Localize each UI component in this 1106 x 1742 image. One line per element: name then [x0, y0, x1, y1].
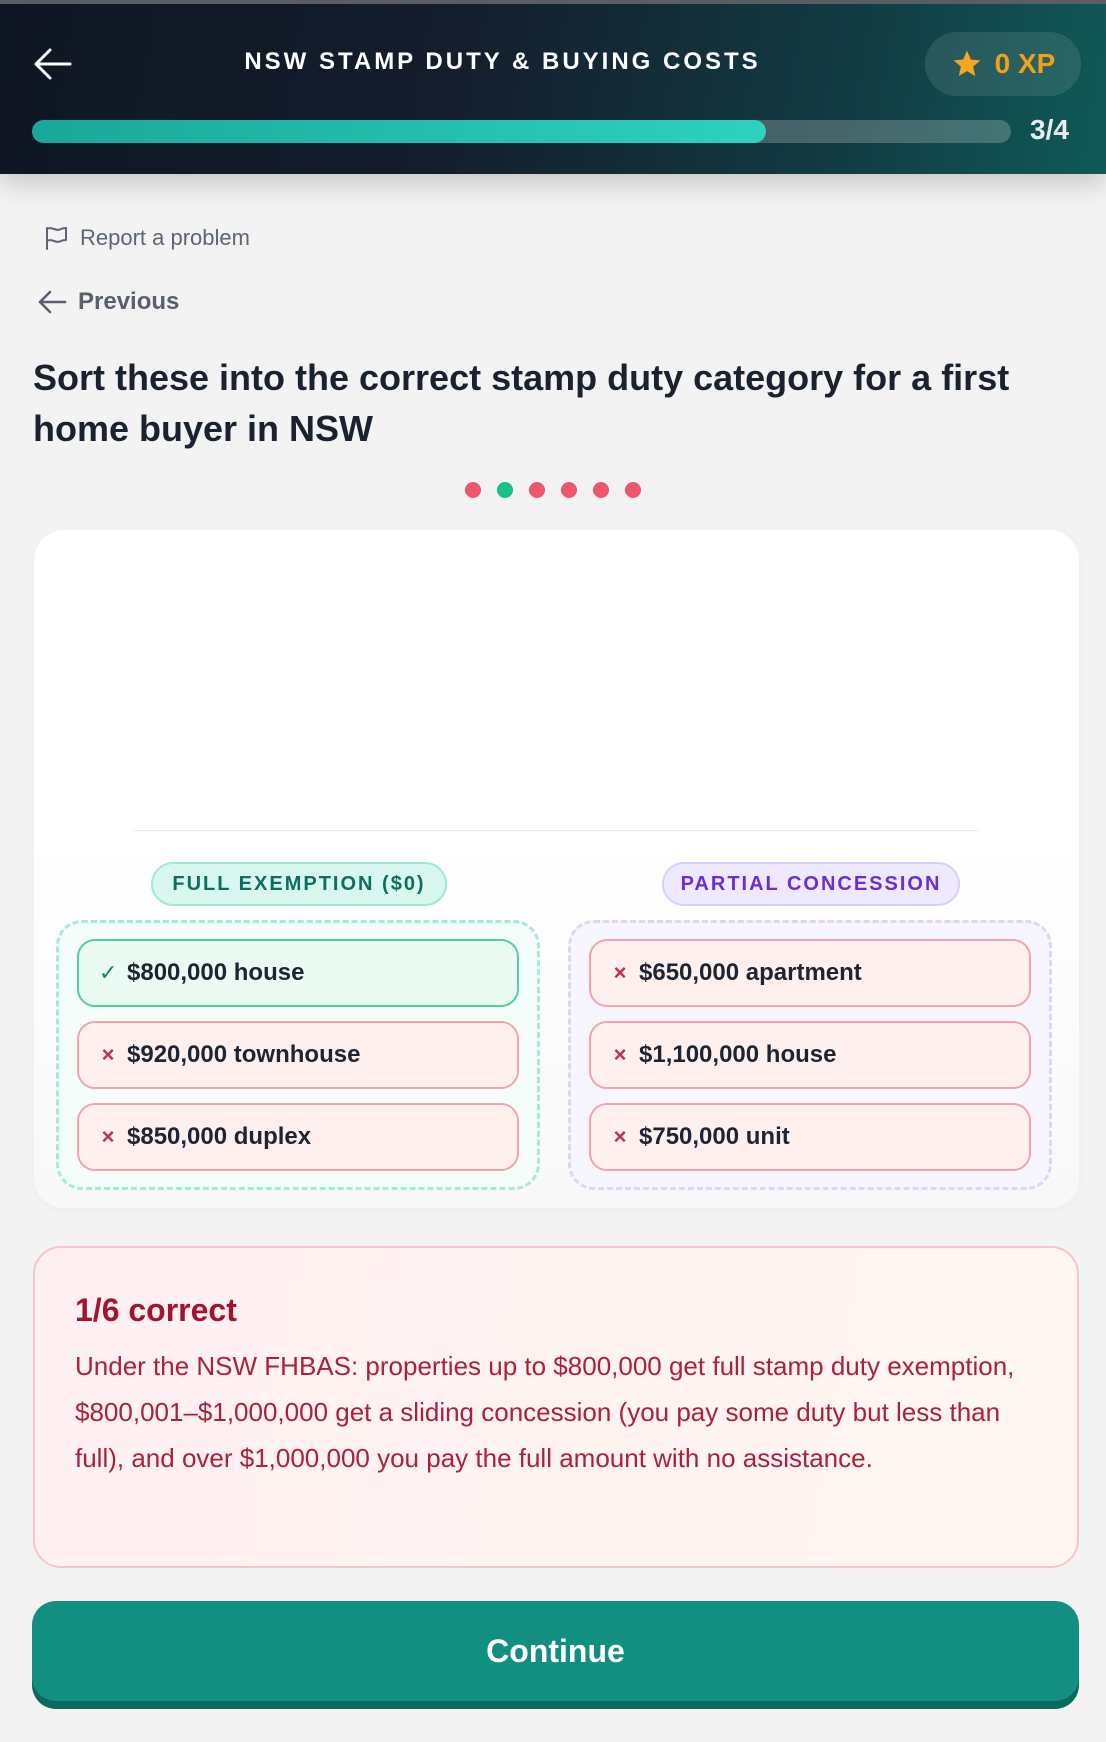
feedback-panel — [33, 1246, 1079, 1568]
flag-icon — [42, 224, 70, 252]
sort-item[interactable] — [77, 1021, 519, 1089]
result-mark-icon: × — [613, 1124, 627, 1149]
category-label-full-exemption: FULL EXEMPTION ($0) — [151, 862, 447, 906]
progress-fill — [32, 120, 766, 143]
star-icon — [951, 48, 983, 80]
answer-dot-wrong — [561, 482, 577, 498]
sort-item[interactable] — [77, 939, 519, 1007]
xp-badge — [925, 32, 1081, 96]
divider — [134, 830, 979, 831]
report-problem-label: Report a problem — [80, 225, 250, 250]
sort-item-label: $650,000 apartment — [639, 959, 862, 986]
lesson-title: NSW STAMP DUTY & BUYING COSTS — [244, 48, 761, 75]
result-mark-icon: × — [613, 1042, 627, 1067]
answer-dot-wrong — [529, 482, 545, 498]
sort-item-label: $1,100,000 house — [639, 1041, 837, 1068]
feedback-explanation: Under the NSW FHBAS: properties up to $800,000 get full stamp duty exemption, $800,001–$1,000,000 get a sliding concession (you pay some duty but less than full), and over $1,000,000 you pay the full amount with no assistance. — [75, 1351, 1015, 1473]
arrow-left-icon — [30, 44, 74, 84]
report-problem-link[interactable] — [42, 224, 250, 252]
feedback-score: 1/6 correct — [75, 1292, 237, 1328]
progress-count: 3/4 — [1030, 114, 1069, 145]
sort-item-label: $750,000 unit — [639, 1123, 790, 1150]
lesson-header — [0, 0, 1106, 174]
answer-dot-wrong — [465, 482, 481, 498]
progress-bar — [32, 120, 1011, 143]
sort-item[interactable] — [589, 1021, 1031, 1089]
sort-item-label: $850,000 duplex — [127, 1123, 312, 1150]
answer-progress-dots — [0, 482, 1106, 498]
answer-dot-correct — [497, 482, 513, 498]
sorting-card — [34, 530, 1079, 1208]
result-mark-icon: × — [101, 1042, 115, 1067]
previous-link[interactable] — [36, 287, 179, 317]
answer-dot-wrong — [593, 482, 609, 498]
sort-item-label: $800,000 house — [127, 959, 305, 986]
result-mark-icon: × — [613, 960, 627, 985]
sort-item[interactable] — [77, 1103, 519, 1171]
drop-zone-partial-concession[interactable] — [568, 920, 1052, 1190]
question-text: Sort these into the correct stamp duty category for a first home buyer in NSW — [33, 357, 1010, 449]
previous-label: Previous — [78, 288, 180, 315]
back-button[interactable] — [30, 44, 74, 84]
continue-button[interactable]: Continue — [32, 1601, 1079, 1701]
sort-item-label: $920,000 townhouse — [127, 1041, 361, 1068]
drop-zone-full-exemption[interactable] — [56, 920, 540, 1190]
sort-item[interactable] — [589, 939, 1031, 1007]
result-mark-icon: × — [101, 1124, 115, 1149]
arrow-left-icon — [36, 287, 68, 317]
xp-value: 0 XP — [994, 48, 1056, 79]
sort-item[interactable] — [589, 1103, 1031, 1171]
category-label-partial-concession: PARTIAL CONCESSION — [662, 862, 960, 906]
result-mark-icon: ✓ — [99, 960, 118, 985]
answer-dot-wrong — [625, 482, 641, 498]
